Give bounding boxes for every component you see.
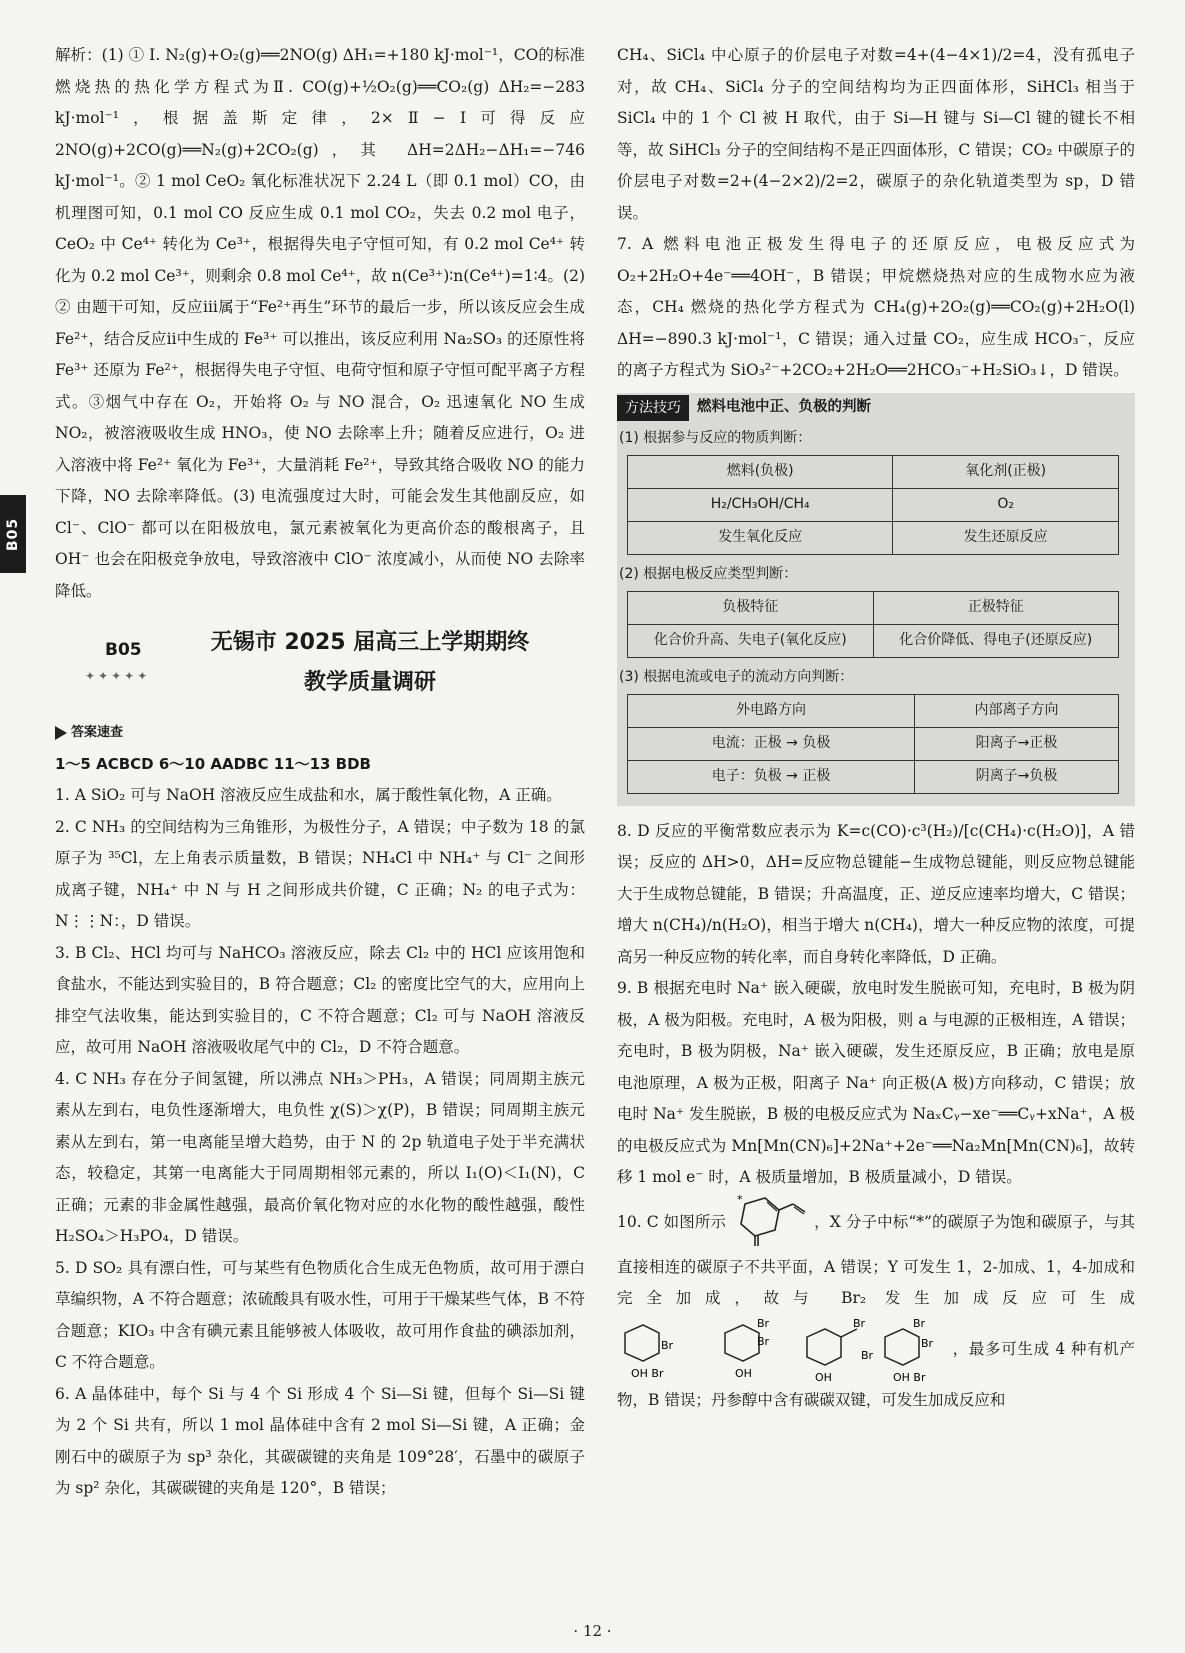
- table-cell: 电流：正极 → 负极: [628, 727, 915, 760]
- triangle-icon: [55, 726, 67, 740]
- question-3: 3. B Cl₂、HCl 均可与 NaHCO₃ 溶液反应，除去 Cl₂ 中的 HCl 应该用饱和食盐水，不能达到实验目的，B 符合题意；Cl₂ 的密度比空气的大，应用向上排空气法收集，能达到实验目的，C 不符合题意；Cl₂ 可与 NaOH 溶液反应，故可用 NaOH 溶液吸收尾气中的 Cl₂，D 不符合题意。: [55, 943, 585, 1056]
- section-code: B05: [105, 640, 142, 660]
- answers-heading: [55, 717, 585, 749]
- svg-text:OH Br: OH Br: [893, 1370, 926, 1384]
- svg-text:Br: Br: [757, 1334, 770, 1348]
- question-10-mid: ，X 分子中标“*”的碳原子为饱和碳原子，与其直接相连的碳原子不共平面，A 错误；Y 可发生 1，2-加成、1，4-加成和完全加成，故与 Br₂ 发生加成反应可生成: [617, 1212, 1135, 1307]
- table-cell: O₂: [893, 488, 1119, 521]
- tip-header: [617, 393, 1135, 423]
- table-reactants: [627, 455, 1119, 555]
- table-cell: 发生还原反应: [893, 521, 1119, 554]
- left-column: [55, 40, 585, 1505]
- table-row: [628, 591, 1119, 624]
- table-cell: 外电路方向: [628, 694, 915, 727]
- x-molecule-structure: [731, 1194, 809, 1252]
- svg-text:Br: Br: [661, 1338, 674, 1352]
- table-cell: H₂/CH₃OH/CH₄: [628, 488, 893, 521]
- tip-subtitle-3: (3) 根据电流或电子的流动方向判断：: [619, 668, 854, 685]
- question-6-continued: CH₄、SiCl₄ 中心原子的价层电子对数=4+(4−4×1)/2=4，没有孤电子对，故 CH₄、SiCl₄ 分子的空间结构均为正四面体形，SiHCl₃ 相当于 SiCl₄ 中的 1 个 Cl 被 H 取代，由于 Si—H 键与 Si—Cl 键的键长不相等，故 SiHCl₃ 分子的空间结构不是正四面体形，C 错误；CO₂ 中碳原子的价层电子对数=2+(4−2×2)/2=2，碳原子的杂化轨道类型为 sp，D 错误。: [617, 46, 1135, 222]
- right-column: [617, 40, 1135, 1416]
- tip-subtitle-2: (2) 根据电极反应类型判断：: [619, 565, 798, 582]
- table-row: [628, 488, 1119, 521]
- table-cell: 发生氧化反应: [628, 521, 893, 554]
- answers-list: 1～5 ACBCD 6～10 AADBC 11～13 BDB: [55, 754, 371, 773]
- table-cell: 化合价降低、得电子(还原反应): [873, 624, 1119, 657]
- svg-text:Br: Br: [921, 1336, 934, 1350]
- question-9: 9. B 根据充电时 Na⁺ 嵌入硬碳，放电时发生脱嵌可知，充电时，B 极为阴极，A 极为阳极。充电时，A 极为阳极，则 a 与电源的正极相连，A 错误；充电时，B 极为阴极，Na⁺ 嵌入硬碳，发生还原反应，B 正确；放电是原电池原理，A 极为正极，阳离子 Na⁺ 向正极(A 极)方向移动，C 错误；放电时 Na⁺ 发生脱嵌，B 极的电极反应式为 NaₓCᵧ−xe⁻══Cᵧ+xNa⁺，A 极的电极反应式为 Mn[Mn(CN)₆]+2Na⁺+2e⁻══Na₂Mn[Mn(CN)₆]，故转移 1 mol e⁻ 时，A 极质量增加，B 极质量减小，D 错误。: [617, 979, 1135, 1186]
- question-4: 4. C NH₃ 存在分子间氢键，所以沸点 NH₃＞PH₃，A 错误；同周期主族元素从左到右，电负性逐渐增大，电负性 χ(S)＞χ(P)，B 错误；同周期主族元素从左到右，第一电离能呈增大趋势，由于 N 的 2p 轨道电子处于半充满状态，较稳定，其第一电离能大于同周期相邻元素的，所以 I₁(O)＜I₁(N)，C 正确；元素的非金属性越强，最高价氧化物对应的水化物的酸性越强，酸性 H₂SO₄＞H₃PO₄，D 错误。: [55, 1069, 585, 1245]
- table-cell: 正极特征: [873, 591, 1119, 624]
- table-cell: 阴离子→负极: [915, 760, 1119, 793]
- tip-tag: 方法技巧: [617, 395, 689, 421]
- section-title-line1: 无锡市 2025 届高三上学期期终: [210, 630, 530, 655]
- table-cell: 化合价升高、失电子(氧化反应): [628, 624, 874, 657]
- table-row: [628, 727, 1119, 760]
- page-number: · 12 ·: [573, 1622, 612, 1640]
- svg-text:Br: Br: [861, 1348, 874, 1362]
- analysis-paragraph: 解析：(1) ① Ⅰ. N₂(g)+O₂(g)══2NO(g) ΔH₁=+180 kJ·mol⁻¹，CO的标准燃烧热的热化学方程式为Ⅱ. CO(g)+½O₂(g)══CO₂(g) ΔH₂=−283 kJ·mol⁻¹，根据盖斯定律，2×Ⅱ−Ⅰ可得反应 2NO(g)+2CO(g)══N₂(g)+2CO₂(g)，其 ΔH=2ΔH₂−ΔH₁=−746 kJ·mol⁻¹。② 1 mol CeO₂ 氧化标准状况下 2.24 L（即 0.1 mol）CO，由机理图可知，0.1 mol CO 反应生成 0.1 mol CO₂，失去 0.2 mol 电子，CeO₂ 中 Ce⁴⁺ 转化为 Ce³⁺，根据得失电子守恒可知，有 0.2 mol Ce⁴⁺ 转化为 0.2 mol Ce³⁺，则剩余 0.8 mol Ce⁴⁺，故 n(Ce³⁺)∶n(Ce⁴⁺)=1∶4。(2) ② 由题干可知，反应ⅲ属于“Fe²⁺再生”环节的最后一步，所以该反应会生成 Fe²⁺，结合反应ⅱ中生成的 Fe³⁺ 可以推出，该反应利用 Na₂SO₃ 的还原性将 Fe³⁺ 还原为 Fe²⁺，根据得失电子守恒、电荷守恒和原子守恒可配平离子方程式。③烟气中存在 O₂，开始将 O₂ 与 NO 混合，O₂ 迅速氧化 NO 生成 NO₂，被溶液吸收生成 HNO₃，使 NO 去除率上升；随着反应进行，O₂ 进入溶液中将 Fe²⁺ 氧化为 Fe³⁺，大量消耗 Fe²⁺，导致其络合吸收 NO 的能力下降，NO 去除率降低。(3) 电流强度过大时，可能会发生其他副反应，如 Cl⁻、ClO⁻ 都可以在阳极放电，氯元素被氧化为更高价态的酸根离子，且 OH⁻ 也会在阳极竞争放电，导致溶液中 ClO⁻ 浓度减小，从而使 NO 去除率降低。: [55, 46, 585, 600]
- svg-text:OH: OH: [735, 1366, 752, 1380]
- table-row: [628, 521, 1119, 554]
- bromination-products-structures: [617, 1315, 947, 1385]
- question-10-tail: ，最多可生成 4 种有机产物，B 错误；丹参醇中含有碳碳双键，可发生加成反应和: [617, 1339, 1135, 1409]
- question-2: 2. C NH₃ 的空间结构为三角锥形，为极性分子，A 错误；中子数为 18 的氯原子为 ³⁵Cl，左上角表示质量数，B 错误；NH₄Cl 中 NH₄⁺ 与 Cl⁻ 之间形成离子键，NH₄⁺ 中 N 与 H 之间形成共价键，C 正确；N₂ 的电子式为：N⋮⋮N：，D 错误。: [55, 817, 585, 930]
- question-1: 1. A SiO₂ 可与 NaOH 溶液反应生成盐和水，属于酸性氧化物，A 正确。: [55, 786, 562, 804]
- question-6: 6. A 晶体硅中，每个 Si 与 4 个 Si 形成 4 个 Si—Si 键，但每个 Si—Si 键为 2 个 Si 共有，所以 1 mol 晶体硅中含有 2 mol Si—Si 键，A 正确；金刚石中的碳原子为 sp³ 杂化，其碳碳键的夹角是 109°28′，石墨中的碳原子为 sp² 杂化，其碳碳键的夹角是 120°，B 错误；: [55, 1384, 585, 1497]
- title-decoration: ✦✦✦✦✦: [85, 669, 151, 683]
- table-cell: 阳离子→正极: [915, 727, 1119, 760]
- svg-text:OH: OH: [815, 1370, 832, 1384]
- table-flow-direction: [627, 694, 1119, 794]
- svg-text:*: *: [737, 1193, 743, 1206]
- question-7: 7. A 燃料电池正极发生得电子的还原反应，电极反应式为 O₂+2H₂O+4e⁻══4OH⁻，B 错误；甲烷燃烧热对应的生成物水应为液态，CH₄ 燃烧的热化学方程式为 CH₄(g)+2O₂(g)══CO₂(g)+2H₂O(l) ΔH=−890.3 kJ·mol⁻¹，C 错误；通入过量 CO₂，应生成 HCO₃⁻，反应的离子方程式为 SiO₃²⁻+2CO₂+2H₂O══2HCO₃⁻+H₂SiO₃↓，D 错误。: [617, 235, 1135, 379]
- svg-text:Br: Br: [853, 1316, 866, 1330]
- question-10-lead: 10. C 如图所示: [617, 1212, 727, 1231]
- table-row: [628, 624, 1119, 657]
- table-cell: 燃料(负极): [628, 455, 893, 488]
- tip-title: 燃料电池中正、负极的判断: [697, 398, 871, 415]
- table-cell: 电子：负极 → 正极: [628, 760, 915, 793]
- section-title-block: [55, 625, 585, 707]
- table-row: [628, 760, 1119, 793]
- table-cell: 负极特征: [628, 591, 874, 624]
- svg-text:OH Br: OH Br: [631, 1366, 664, 1380]
- table-row: [628, 455, 1119, 488]
- svg-text:Br: Br: [913, 1316, 926, 1330]
- tip-subtitle-1: (1) 根据参与反应的物质判断：: [619, 429, 812, 446]
- table-cell: 内部离子方向: [915, 694, 1119, 727]
- side-tab: B05: [0, 495, 26, 573]
- table-cell: 氧化剂(正极): [893, 455, 1119, 488]
- method-tip-box: [617, 393, 1135, 806]
- question-8: 8. D 反应的平衡常数应表示为 K=c(CO)·c³(H₂)/[c(CH₄)·c(H₂O)]，A 错误；反应的 ΔH>0，ΔH=反应物总键能−生成物总键能，则反应物总键能大于生成物总键能，B 错误；升高温度，正、逆反应速率均增大，C 错误；增大 n(CH₄)/n(H₂O)，相当于增大 n(CH₄)，增大一种反应物的浓度，可提高另一种反应物的转化率，而自身转化率降低，D 正确。: [617, 821, 1135, 966]
- svg-text:Br: Br: [757, 1316, 770, 1330]
- section-title-line2: 教学质量调研: [303, 670, 436, 695]
- question-5: 5. D SO₂ 具有漂白性，可与某些有色物质化合生成无色物质，故可用于漂白草编织物，A 不符合题意；浓硫酸具有吸水性，可用于干燥某些气体，B 不符合题意；KIO₃ 中含有碘元素且能够被人体吸收，故可用作食盐的碘添加剂，C 不符合题意。: [55, 1258, 585, 1371]
- table-row: [628, 694, 1119, 727]
- answers-label: 答案速查: [71, 725, 124, 740]
- question-10: [617, 1194, 1135, 1417]
- table-electrode-reaction: [627, 591, 1119, 658]
